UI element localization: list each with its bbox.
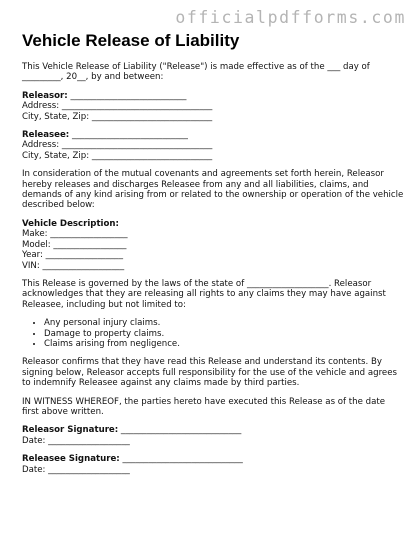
list-item: • Claims arising from negligence. (44, 339, 404, 349)
releasee-block (22, 130, 404, 161)
releasor-date: Date: ___________________ (22, 435, 130, 446)
releasor-signature-line (22, 425, 404, 435)
releasee-signature-block (22, 454, 404, 475)
releasee-signature-label: Releasee Signature: (22, 454, 120, 465)
releasor-name-blank: ___________________________ (67, 90, 187, 101)
intro-paragraph: This Vehicle Release of Liability ("Release") is made effective as of the ___ day of _________, 20__, by and between: (22, 62, 370, 83)
releasee-label: Releasee: (22, 130, 70, 141)
releasor-block (22, 91, 404, 122)
vehicle-vin: VIN: ___________________ (22, 260, 125, 271)
releasor-signature-block (22, 425, 404, 446)
confirmation-paragraph: Releasor confirms that they have read this Release and understand its contents. By signing below, Releasor accepts full responsibility for the use of the vehicle and agrees to indemnify Releasee against any claims made by third parties. (22, 357, 397, 389)
releasee-signature-blank: ____________________________ (119, 454, 243, 465)
vehicle-make: Make: __________________ (22, 229, 128, 240)
list-item: • Damage to property claims. (44, 329, 404, 339)
releasee-name-blank: ___________________________ (69, 130, 188, 141)
releasee-signature-line (22, 454, 404, 464)
governing-law-paragraph: This Release is governed by the laws of the state of ___________________. Releasor acknowledges that they are releasing all rights to any claims they may have against Releasee, including but not limited to: (22, 278, 386, 310)
vehicle-heading: Vehicle Description: (22, 218, 119, 229)
releasor-name-line (22, 91, 404, 101)
vehicle-block (22, 219, 404, 271)
releasee-date: Date: ___________________ (22, 464, 130, 475)
claims-list (22, 318, 404, 349)
releasor-city: City, State, Zip: ____________________________ (22, 111, 213, 122)
releasor-label: Releasor: (22, 90, 68, 101)
document-page (22, 30, 404, 475)
releasor-signature-label: Releasor Signature: (22, 425, 119, 436)
document-title: Vehicle Release of Liability (22, 31, 240, 50)
releasee-address: Address: ___________________________________ (22, 140, 213, 151)
releasor-signature-blank: ____________________________ (118, 425, 242, 436)
releasee-city: City, State, Zip: ____________________________ (22, 150, 213, 161)
releasor-address: Address: ___________________________________ (22, 101, 213, 112)
witness-paragraph: IN WITNESS WHEREOF, the parties hereto have executed this Release as of the date first above written. (22, 396, 386, 417)
consideration-paragraph: In consideration of the mutual covenants and agreements set forth herein, Releasor hereby releases and discharges Releasee from any and all liabilities, claims, and demands of any kind arising from or related to the ownership or operation of the vehicle described below: (22, 169, 404, 211)
vehicle-model: Model: _________________ (22, 239, 127, 250)
releasee-name-line (22, 130, 404, 140)
vehicle-year: Year: __________________ (22, 250, 124, 261)
list-item: • Any personal injury claims. (44, 318, 404, 328)
site-watermark: officialpdfforms.com (175, 8, 406, 27)
